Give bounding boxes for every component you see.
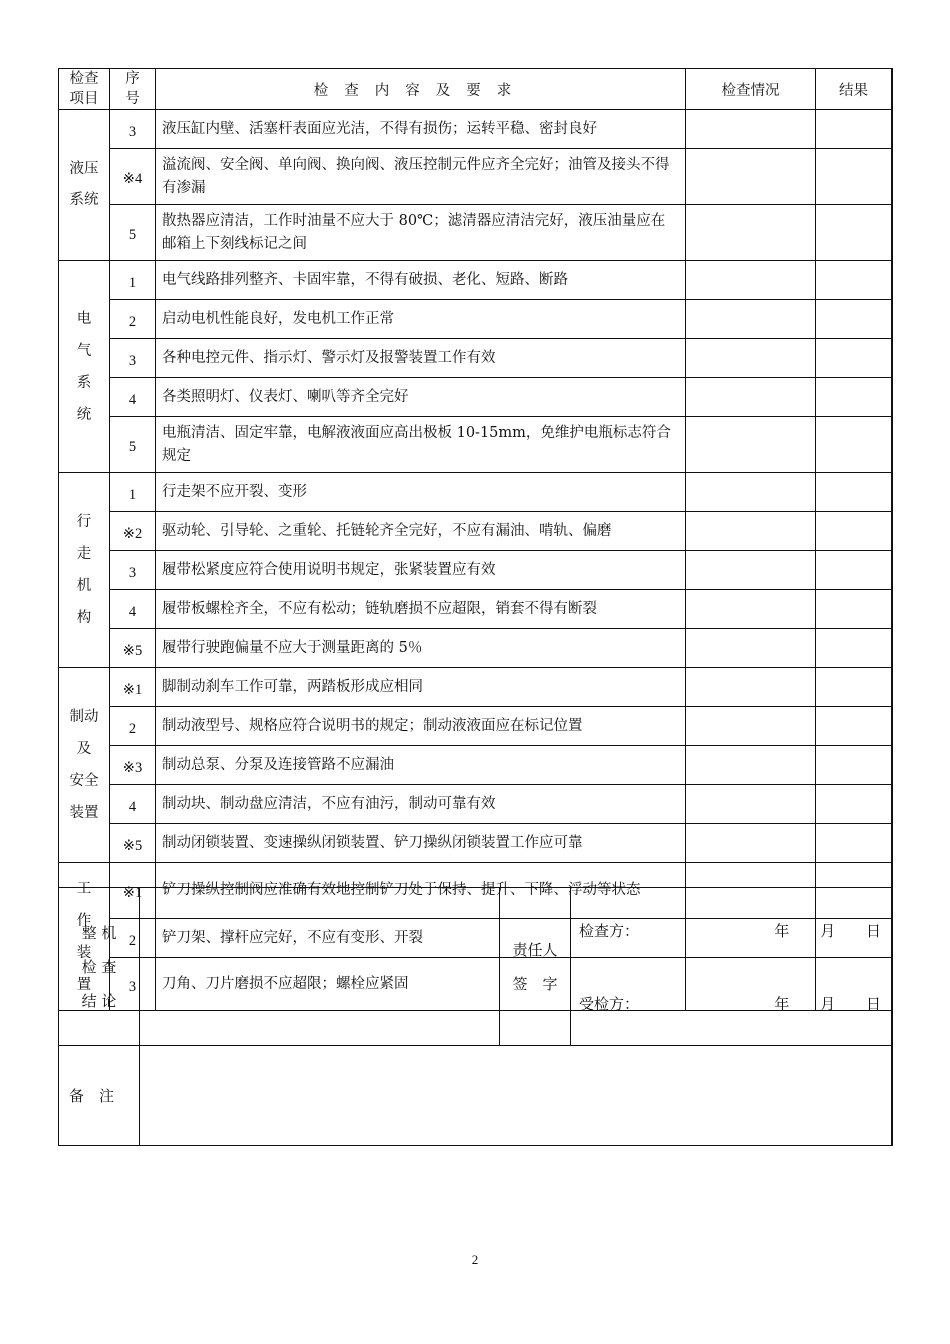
conclusion-field[interactable] xyxy=(140,888,500,1046)
category-label: 作 xyxy=(76,912,92,929)
category-label: 行 xyxy=(76,514,92,530)
table-row xyxy=(59,417,892,473)
signature-area[interactable] xyxy=(571,888,892,1046)
category-label: 液压 xyxy=(69,161,99,177)
table-row xyxy=(59,824,892,863)
result-cell[interactable] xyxy=(816,629,892,668)
table-row xyxy=(59,512,892,551)
header-seq xyxy=(110,69,156,110)
result-cell[interactable] xyxy=(816,824,892,863)
table-row xyxy=(59,590,892,629)
seq-cell: 1 xyxy=(110,261,156,300)
result-cell[interactable] xyxy=(816,785,892,824)
signer-label-line1: 责任人 xyxy=(512,940,558,959)
conclusion-label-line1: 整 机 xyxy=(81,923,117,942)
requirement-cell: 铲刀操纵控制阀应准确有效地控制铲刀处于保持、提升、下降、浮动等状态 xyxy=(156,863,686,919)
table-row xyxy=(59,668,892,707)
category-cell xyxy=(59,473,110,668)
header-content: 检查内容及要求 xyxy=(156,69,686,110)
inspected-date-month: 月 xyxy=(820,994,836,1013)
seq-cell: 3 xyxy=(110,339,156,378)
conclusion-label-line2: 检 查 xyxy=(81,957,117,976)
seq-cell: 2 xyxy=(110,707,156,746)
conclusion-label-line3: 结 论 xyxy=(81,991,117,1010)
requirement-cell: 各类照明灯、仪表灯、喇叭等齐全完好 xyxy=(156,378,686,417)
remarks-field[interactable] xyxy=(140,1046,892,1146)
requirement-cell: 铲刀架、撑杆应完好，不应有变形、开裂 xyxy=(156,919,686,958)
result-cell[interactable] xyxy=(816,746,892,785)
requirement-cell: 制动总泵、分泵及连接管路不应漏油 xyxy=(156,746,686,785)
result-cell[interactable] xyxy=(816,551,892,590)
category-label: 机 xyxy=(76,578,92,594)
result-cell[interactable] xyxy=(816,110,892,149)
requirement-cell: 各种电控元件、指示灯、警示灯及报警装置工作有效 xyxy=(156,339,686,378)
requirement-cell: 制动闭锁装置、变速操纵闭锁装置、铲刀操纵闭锁装置工作应可靠 xyxy=(156,824,686,863)
result-cell[interactable] xyxy=(816,378,892,417)
inspection-status-cell[interactable] xyxy=(686,512,816,551)
table-row xyxy=(59,149,892,205)
result-cell[interactable] xyxy=(816,149,892,205)
header-seq-line2: 号 xyxy=(125,91,140,107)
table-row xyxy=(59,205,892,261)
requirement-cell: 散热器应清洁，工作时油量不应大于 80℃；滤清器应清洁完好，液压油量应在邮箱上下刻线标记之间 xyxy=(156,205,686,261)
seq-cell: 4 xyxy=(110,590,156,629)
seq-cell: 3 xyxy=(110,551,156,590)
inspection-table xyxy=(58,68,892,1011)
inspection-status-cell[interactable] xyxy=(686,551,816,590)
header-inspection-item xyxy=(59,69,110,110)
table-header-row xyxy=(59,69,892,110)
result-cell[interactable] xyxy=(816,300,892,339)
table-row xyxy=(59,300,892,339)
requirement-cell: 溢流阀、安全阀、单向阀、换向阀、液压控制元件应齐全完好；油管及接头不得有渗漏 xyxy=(156,149,686,205)
inspection-status-cell[interactable] xyxy=(686,149,816,205)
result-cell[interactable] xyxy=(816,668,892,707)
seq-cell: 3 xyxy=(110,958,156,1011)
seq-cell: 3 xyxy=(110,110,156,149)
inspector-date-month: 月 xyxy=(820,921,836,940)
category-label: 系 xyxy=(76,374,92,391)
header-result: 结果 xyxy=(816,69,892,110)
requirement-cell: 脚制动刹车工作可靠，两踏板形成应相同 xyxy=(156,668,686,707)
inspection-status-cell[interactable] xyxy=(686,339,816,378)
category-label: 安全 xyxy=(69,773,99,789)
inspector-signature-line xyxy=(571,920,891,941)
seq-cell: 4 xyxy=(110,378,156,417)
seq-cell: 2 xyxy=(110,300,156,339)
conclusion-table xyxy=(58,887,892,1146)
table-row xyxy=(59,339,892,378)
header-item-line1: 检查 xyxy=(69,71,99,87)
seq-cell: ※1 xyxy=(110,668,156,707)
signer-label xyxy=(500,888,571,1046)
seq-cell: 2 xyxy=(110,919,156,958)
seq-cell: 4 xyxy=(110,785,156,824)
inspector-date xyxy=(748,920,883,941)
category-label: 构 xyxy=(76,610,92,626)
result-cell[interactable] xyxy=(816,339,892,378)
requirement-cell: 电气线路排列整齐、卡固牢靠，不得有破损、老化、短路、断路 xyxy=(156,261,686,300)
seq-cell: 5 xyxy=(110,205,156,261)
inspection-status-cell[interactable] xyxy=(686,110,816,149)
requirement-cell: 启动电机性能良好，发电机工作正常 xyxy=(156,300,686,339)
category-label: 装 xyxy=(76,944,92,961)
table-row xyxy=(59,629,892,668)
seq-cell: ※3 xyxy=(110,746,156,785)
inspection-status-cell[interactable] xyxy=(686,785,816,824)
table-row xyxy=(59,785,892,824)
result-cell[interactable] xyxy=(816,261,892,300)
seq-cell: 5 xyxy=(110,417,156,473)
inspection-status-cell[interactable] xyxy=(686,668,816,707)
requirement-cell: 电瓶清洁、固定牢靠，电解液液面应高出极板 10-15mm，免维护电瓶标志符合规定 xyxy=(156,417,686,473)
conclusion-label xyxy=(59,888,140,1046)
inspection-status-cell[interactable] xyxy=(686,824,816,863)
requirement-cell: 履带板螺栓齐全，不应有松动；链轨磨损不应超限，销套不得有断裂 xyxy=(156,590,686,629)
result-cell[interactable] xyxy=(816,473,892,512)
inspection-status-cell[interactable] xyxy=(686,629,816,668)
table-row xyxy=(59,551,892,590)
table-row xyxy=(59,707,892,746)
category-cell xyxy=(59,110,110,261)
header-status: 检查情况 xyxy=(686,69,816,110)
result-cell[interactable] xyxy=(816,707,892,746)
inspection-status-cell[interactable] xyxy=(686,746,816,785)
requirement-cell: 驱动轮、引导轮、之重轮、托链轮齐全完好，不应有漏油、啃轨、偏磨 xyxy=(156,512,686,551)
inspection-status-cell[interactable] xyxy=(686,473,816,512)
requirement-cell: 制动块、制动盘应清洁，不应有油污，制动可靠有效 xyxy=(156,785,686,824)
result-cell[interactable] xyxy=(816,205,892,261)
table-row xyxy=(59,378,892,417)
signer-label-line2: 签 字 xyxy=(512,974,558,993)
category-label: 系统 xyxy=(69,192,99,208)
inspector-date-day: 日 xyxy=(865,921,881,940)
inspected-date xyxy=(748,993,883,1014)
seq-cell: ※2 xyxy=(110,512,156,551)
requirement-cell: 行走架不应开裂、变形 xyxy=(156,473,686,512)
inspection-status-cell[interactable] xyxy=(686,205,816,261)
category-label: 走 xyxy=(76,546,92,562)
header-item-line2: 项目 xyxy=(69,91,99,107)
inspector-label: 检查方： xyxy=(579,921,640,940)
category-label: 制动 xyxy=(69,709,99,725)
remarks-row xyxy=(59,1046,892,1146)
table-row xyxy=(59,261,892,300)
page-number: 2 xyxy=(471,1252,479,1267)
table-right-border xyxy=(891,68,893,1146)
table-row xyxy=(59,110,892,149)
seq-cell: ※1 xyxy=(110,863,156,919)
requirement-cell: 制动液型号、规格应符合说明书的规定；制动液液面应在标记位置 xyxy=(156,707,686,746)
result-cell[interactable] xyxy=(816,590,892,629)
category-label: 统 xyxy=(76,406,92,423)
inspection-status-cell[interactable] xyxy=(686,417,816,473)
inspection-status-cell[interactable] xyxy=(686,590,816,629)
remarks-label: 备 注 xyxy=(59,1046,140,1146)
inspector-date-year: 年 xyxy=(774,921,790,940)
category-label: 电 xyxy=(76,310,92,327)
requirement-cell: 履带行驶跑偏量不应大于测量距离的 5％ xyxy=(156,629,686,668)
result-cell[interactable] xyxy=(816,512,892,551)
inspected-date-day: 日 xyxy=(865,994,881,1013)
seq-cell: ※5 xyxy=(110,824,156,863)
inspected-signature-line xyxy=(571,993,891,1014)
inspection-status-cell[interactable] xyxy=(686,707,816,746)
requirement-cell: 刀角、刀片磨损不应超限；螺栓应紧固 xyxy=(156,958,686,1011)
inspection-status-cell[interactable] xyxy=(686,378,816,417)
category-label: 气 xyxy=(76,342,92,359)
category-cell xyxy=(59,668,110,863)
inspection-status-cell[interactable] xyxy=(686,300,816,339)
inspected-label: 受检方： xyxy=(579,994,640,1013)
requirement-cell: 液压缸内壁、活塞杆表面应光洁，不得有损伤；运转平稳、密封良好 xyxy=(156,110,686,149)
category-label: 工 xyxy=(76,880,92,897)
seq-cell: ※5 xyxy=(110,629,156,668)
requirement-cell: 履带松紧度应符合使用说明书规定，张紧装置应有效 xyxy=(156,551,686,590)
result-cell[interactable] xyxy=(816,417,892,473)
category-label: 装置 xyxy=(69,805,99,821)
table-row xyxy=(59,746,892,785)
category-label: 置 xyxy=(76,976,92,993)
category-cell xyxy=(59,261,110,473)
category-label: 及 xyxy=(76,741,92,757)
conclusion-row xyxy=(59,888,892,1046)
inspection-status-cell[interactable] xyxy=(686,261,816,300)
seq-cell: 1 xyxy=(110,473,156,512)
inspected-date-year: 年 xyxy=(774,994,790,1013)
table-row xyxy=(59,473,892,512)
header-seq-line1: 序 xyxy=(125,71,140,87)
seq-cell: ※4 xyxy=(110,149,156,205)
